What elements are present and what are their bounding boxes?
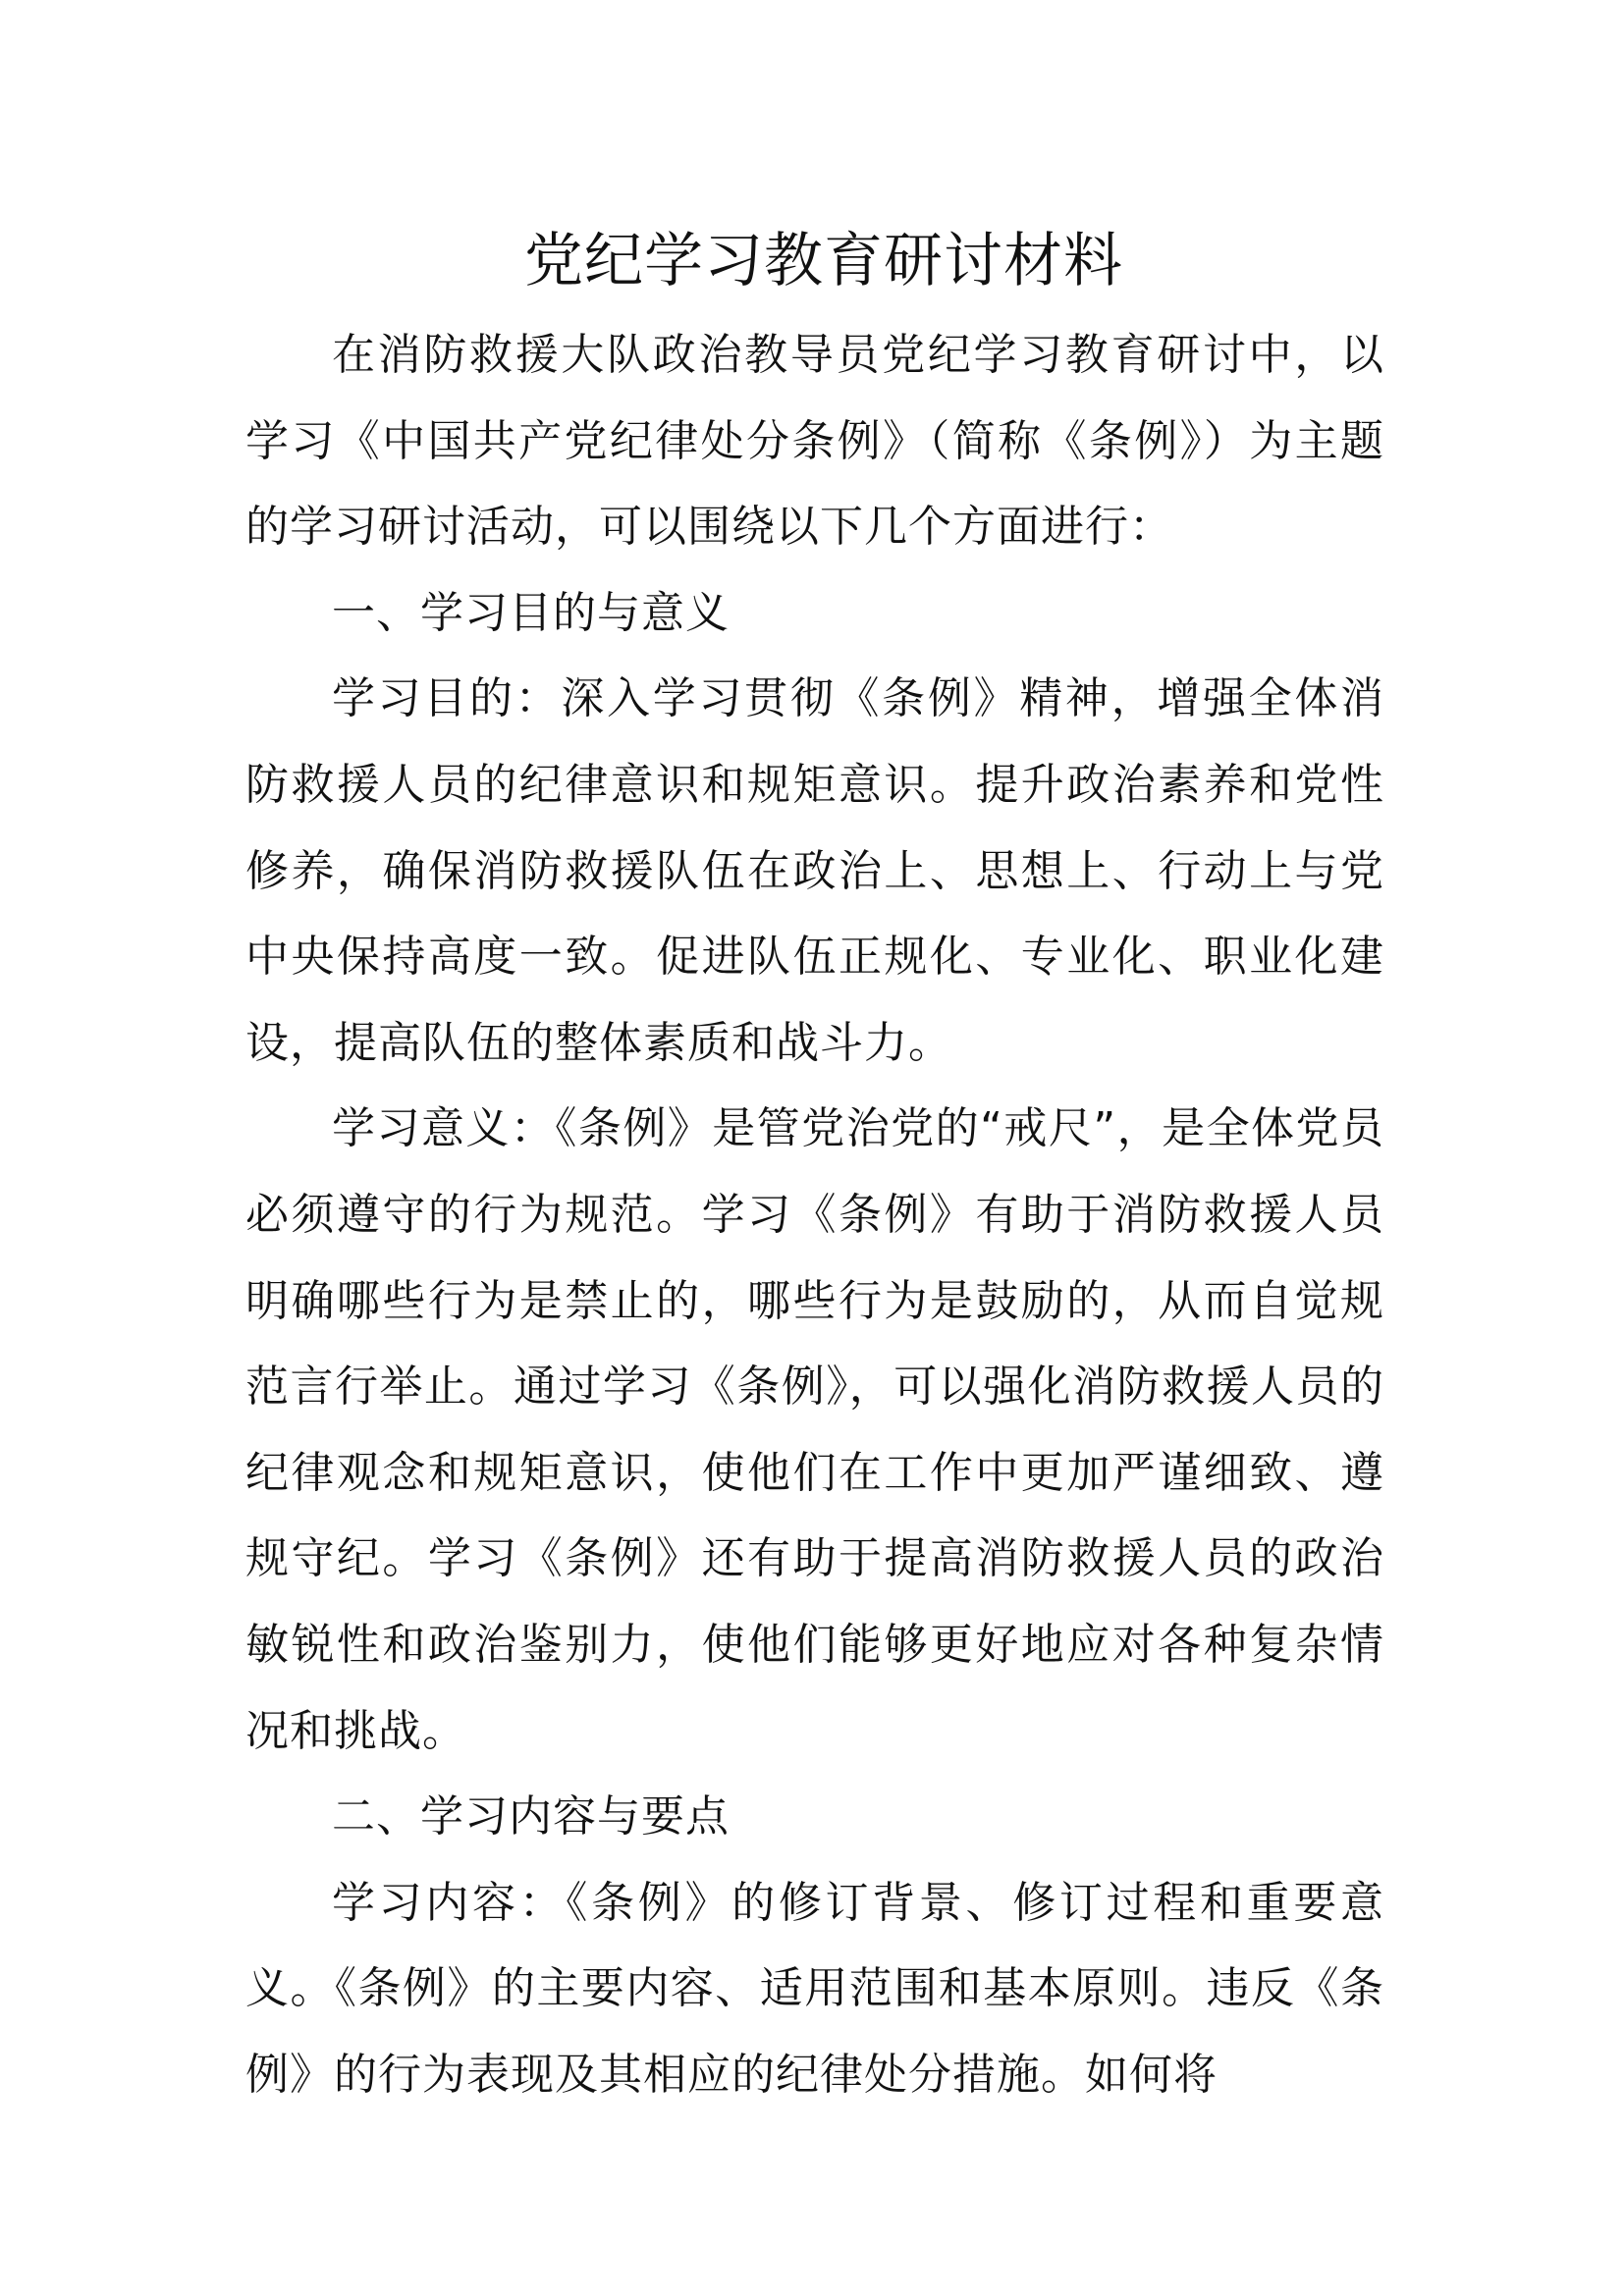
document-title: 党纪学习教育研讨材料 (524, 227, 1123, 295)
section-heading-1: 一、学习目的与意义 (332, 587, 730, 638)
intro-paragraph: 在消防救援大队政治教导员党纪学习教育研讨中，以学习《中国共产党纪律处分条例》（简称《条例》）为主题的学习研讨活动，可以围绕以下几个方面进行： (245, 330, 1384, 553)
purpose-paragraph: 学习目的：深入学习贯彻《条例》精神，增强全体消防救援人员的纪律意识和规矩意识。提升政治素养和党性修养，确保消防救援队伍在政治上、思想上、行动上与党中央保持高度一致。促进队伍正规化、专业化、职业化建设，提高队伍的整体素质和战斗力。 (245, 673, 1384, 1068)
section-heading-2: 二、学习内容与要点 (332, 1791, 730, 1842)
significance-paragraph: 学习意义：《条例》是管党治党的“戒尺”，是全体党员必须遵守的行为规范。学习《条例》有助于消防救援人员明确哪些行为是禁止的，哪些行为是鼓励的，从而自觉规范言行举止。通过学习《条例》，可以强化消防救援人员的纪律观念和规矩意识，使他们在工作中更加严谨细致、遵规守纪。学习《条例》还有助于提高消防救援人员的政治敏锐性和政治鉴别力，使他们能够更好地应对各种复杂情况和挑战。 (245, 1103, 1384, 1756)
document-page (245, 218, 1384, 2117)
content-paragraph: 学习内容：《条例》的修订背景、修订过程和重要意义。《条例》的主要内容、适用范围和基本原则。违反《条例》的行为表现及其相应的纪律处分措施。如何将 (245, 1877, 1384, 2100)
